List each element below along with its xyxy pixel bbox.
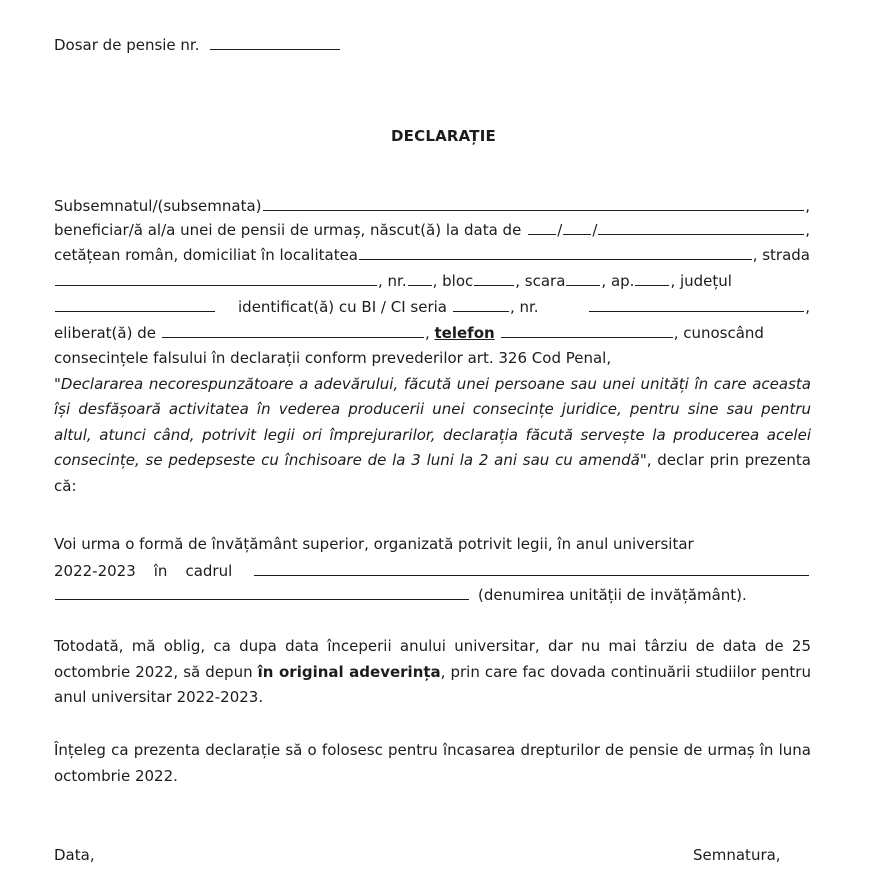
form-line-6: eliberat(ă) de , telefon , cunoscând [54, 324, 764, 342]
strada-label: , strada [752, 246, 810, 264]
street-field[interactable] [55, 270, 377, 286]
locality-field[interactable] [359, 244, 752, 260]
block-field[interactable] [474, 270, 514, 286]
county-field[interactable] [55, 296, 215, 312]
academic-year: 2022-2023 [54, 562, 136, 580]
apartment-field[interactable] [635, 270, 669, 286]
paragraph-purpose [54, 738, 811, 789]
bloc-label: , bloc [432, 272, 474, 290]
birth-day-field[interactable] [528, 219, 556, 235]
form-line-cadrul [54, 560, 810, 584]
paragraph-education [54, 532, 811, 558]
nr2-label: , nr. [509, 298, 539, 316]
birth-year-field[interactable] [598, 219, 804, 235]
form-line-4 [54, 270, 810, 294]
issued-by-field[interactable] [162, 322, 424, 338]
obligation-text-2: , prin care fac dovada continuării studiilor pentru anul universitar 2022-2023. [54, 662, 811, 706]
form-line-2: beneficiar/ă al/a unei de pensii de urmaș, născut(ă) la data de / / , [54, 221, 810, 239]
date-label: Data, [54, 846, 95, 864]
scara-label: , scara [515, 272, 566, 290]
telefon-label: telefon [434, 324, 495, 342]
form-line-5: identificat(ă) cu BI / CI seria , nr. , [54, 296, 810, 320]
document-title: DECLARAȚIE [391, 127, 496, 145]
obligation-text-1: Totodată, mă oblig, ca dupa data începerii anului universitar, dar nu mai târziu de data de 25 octombrie 2022, să depun [54, 637, 811, 681]
eliberat-label: eliberat(ă) de [54, 324, 156, 342]
form-line-3 [54, 244, 810, 268]
identificat-label: identificat(ă) cu BI / CI seria [238, 298, 447, 316]
id-number-field[interactable] [589, 296, 805, 312]
dosar-label: Dosar de pensie nr. [54, 36, 200, 54]
penal-code-quote: "Declararea necorespunzătoare a adevărului, făcută unei persoane sau unei unități în care aceasta își desfășoară activitatea în vederea producerii unei consecințe juridice, pentru sine sau pentru altul, atunci când, potrivit legii ori împrejurarilor, declarația făcută servește la producerea acelei consecințe, se pedepseste cu închisoare de la 3 luni la 2 ani sau cu amendă" [54, 374, 811, 469]
education-text: Voi urma o formă de învățământ superior, organizată potrivit legii, în anul universitar [54, 535, 694, 553]
judetul-label: , județul [670, 272, 732, 290]
cunoscand-label: , cunoscând [673, 324, 764, 342]
consecinte-text: consecințele falsului în declarații conform prevederilor art. 326 Cod Penal, [54, 349, 612, 367]
phone-field[interactable] [501, 322, 673, 338]
obligation-bold: în original adeverința [257, 662, 441, 681]
street-number-field[interactable] [408, 270, 432, 286]
beneficiar-label: beneficiar/ă al/a unei de pensii de urmaș, născut(ă) la data de [54, 221, 522, 239]
institution-field-1[interactable] [254, 560, 809, 576]
form-line-institution [54, 584, 810, 608]
subsemnatul-label: Subsemnatul/(subsemnata) [54, 197, 262, 215]
paragraph-obligation [54, 634, 811, 711]
name-field[interactable] [263, 195, 805, 211]
id-series-field[interactable] [453, 296, 509, 312]
cetatean-label: cetățean român, domiciliat în localitatea [54, 246, 358, 264]
birth-month-field[interactable] [563, 219, 591, 235]
signature-label: Semnatura, [693, 846, 781, 864]
dosar-number-field[interactable] [210, 34, 340, 50]
institution-field-2[interactable] [55, 584, 469, 600]
institution-caption: (denumirea unității de invățământ). [478, 586, 747, 604]
legal-warning-paragraph [54, 346, 811, 499]
declar-text: , declar prin prezenta că: [54, 451, 811, 495]
dosar-line [54, 34, 341, 54]
cadrul-label: cadrul [185, 562, 233, 580]
form-line-1: Subsemnatul/(subsemnata) , [54, 197, 810, 215]
in-label: în [153, 562, 168, 580]
nr-label: , nr. [378, 272, 407, 290]
ap-label: , ap. [601, 272, 635, 290]
purpose-text: Înțeleg ca prezenta declarație să o folosesc pentru încasarea drepturilor de pensie de urmaș în luna octombrie 2022. [54, 741, 811, 785]
staircase-field[interactable] [566, 270, 600, 286]
